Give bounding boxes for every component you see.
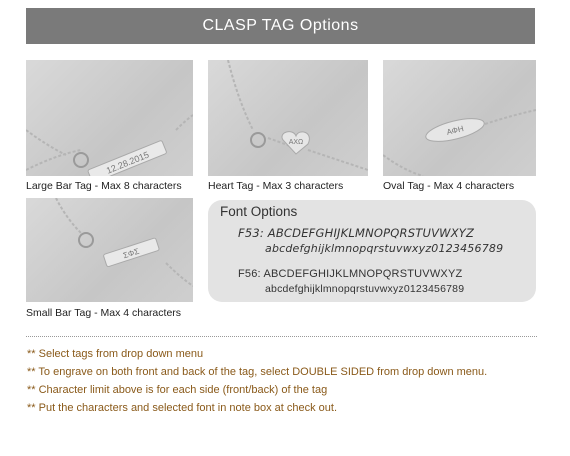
heart-tag-caption: Heart Tag - Max 3 characters — [208, 180, 344, 192]
dotted-divider — [26, 336, 537, 337]
small-bar-engraving: ΣΦΣ — [122, 246, 141, 261]
font-options-panel — [208, 200, 536, 302]
oval-engraving: ΑΦΗ — [445, 124, 465, 137]
note-line: ** To engrave on both front and back of the tag, select DOUBLE SIDED from drop down menu. — [27, 366, 488, 378]
font-f53-lowercase: abcdefghijklmnopqrstuvwxyz0123456789 — [265, 242, 504, 255]
oval-tag-caption: Oval Tag - Max 4 characters — [383, 180, 515, 192]
note-line: ** Character limit above is for each side (front/back) of the tag — [27, 384, 328, 396]
small-bar-tag-caption: Small Bar Tag - Max 4 characters — [26, 307, 182, 319]
font-f53-uppercase: F53: ABCDEFGHIJKLMNOPQRSTUVWXYZ — [238, 226, 475, 240]
large-bar-tag-photo — [26, 60, 193, 176]
title-banner — [26, 8, 535, 44]
page-title: CLASP TAG Options — [202, 17, 359, 34]
oval-tag-photo — [383, 60, 536, 176]
font-f56-uppercase: F56: ABCDEFGHIJKLMNOPQRSTUVWXYZ — [238, 268, 463, 280]
note-line: ** Select tags from drop down menu — [27, 348, 204, 360]
heart-tag-photo — [208, 60, 368, 176]
font-f56-lowercase: abcdefghijklmnopqrstuvwxyz0123456789 — [265, 283, 465, 295]
large-bar-engraving: 12.28.2015 — [104, 149, 151, 176]
large-bar-tag-caption: Large Bar Tag - Max 8 characters — [26, 180, 182, 192]
font-options-title: Font Options — [220, 204, 298, 219]
note-line: ** Put the characters and selected font in note box at check out. — [27, 402, 338, 414]
small-bar-tag-photo — [26, 198, 193, 302]
heart-engraving: ΑΧΩ — [288, 139, 304, 146]
